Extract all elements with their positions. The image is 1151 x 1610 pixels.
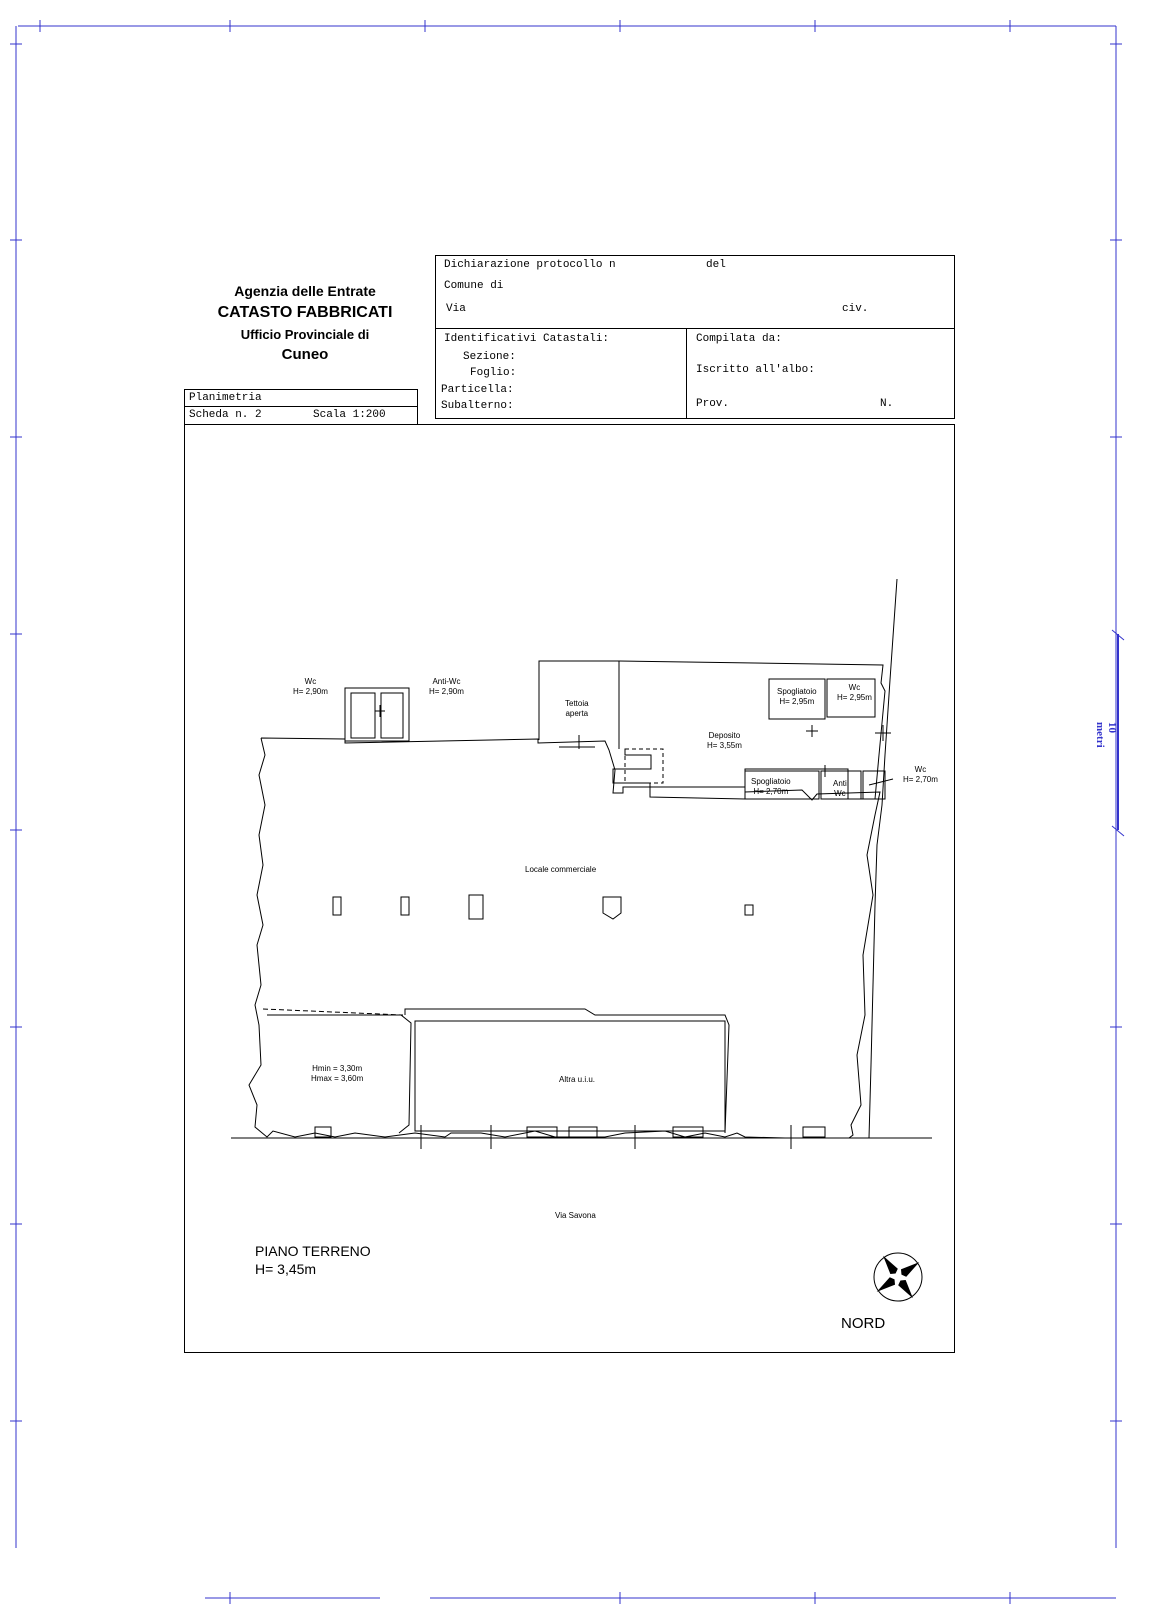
sezione-label: Sezione: <box>463 351 516 363</box>
n-label: N. <box>880 398 894 410</box>
room-wc3: Wc H= 2,70m <box>903 765 938 784</box>
sheet-type: Planimetria <box>189 392 262 404</box>
north-arrow-icon <box>862 1241 934 1313</box>
agency-name: Agenzia delle Entrate <box>234 283 376 299</box>
floor-name: PIANO TERRENO <box>255 1243 371 1259</box>
altra-uiu-walls <box>405 1009 729 1133</box>
sheet-scale: Scala 1:200 <box>313 409 386 421</box>
pillar <box>745 905 753 915</box>
east-boundary <box>869 579 897 1138</box>
prov-label: Prov. <box>696 398 730 410</box>
via-label: Via <box>446 303 466 315</box>
room-spogliatoio2: Spogliatoio H= 2,70m <box>751 777 791 796</box>
registry-name: CATASTO FABBRICATI <box>217 304 393 321</box>
identifiers-title: Identificativi Catastali: <box>444 333 610 345</box>
subalterno-label: Subalterno: <box>441 400 514 412</box>
street-name: Via Savona <box>555 1211 596 1220</box>
room-tettoia: Tettoia aperta <box>565 699 589 718</box>
protocol-label: Dichiarazione protocollo n <box>444 259 616 271</box>
room-wc2: Wc H= 2,95m <box>837 683 872 702</box>
planimetria-box <box>184 389 418 425</box>
room-altra-uiu: Altra u.i.u. <box>559 1075 596 1084</box>
room-wc1: Wc H= 2,90m <box>293 677 328 696</box>
sheet-number: Scheda n. 2 <box>189 409 262 421</box>
scale-bar-label: 10 metri <box>1094 722 1118 748</box>
comune-label: Comune di <box>444 280 504 292</box>
particella-label: Particella: <box>441 384 514 396</box>
wc3-walls <box>863 771 885 799</box>
room-spogliatoio1: Spogliatoio H= 2,95m <box>777 687 817 706</box>
room-lower-left: Hmin = 3,30m Hmax = 3,60m <box>311 1064 364 1083</box>
floor-height: H= 3,45m <box>255 1261 317 1277</box>
pillar <box>603 897 621 919</box>
north-label: NORD <box>841 1315 886 1332</box>
room-deposito: Deposito H= 3,55m <box>707 731 742 750</box>
pillar <box>469 895 483 919</box>
declaration-box <box>435 255 955 419</box>
iscritto-label: Iscritto all'albo: <box>696 364 815 376</box>
room-antiwc2: Anti Wc <box>833 779 847 798</box>
del-label: del <box>706 259 726 271</box>
room-locale-commerciale: Locale commerciale <box>525 865 597 874</box>
pillar <box>401 897 409 915</box>
drawing-area <box>184 424 955 1353</box>
compilata-label: Compilata da: <box>696 333 782 345</box>
pillar <box>333 897 341 915</box>
office-city: Cuneo <box>281 346 329 363</box>
civ-label: civ. <box>842 303 869 315</box>
wc-block <box>345 688 409 741</box>
foglio-label: Foglio: <box>470 367 517 379</box>
room-antiwc1: Anti-Wc H= 2,90m <box>429 677 464 696</box>
office-name: Ufficio Provinciale di <box>240 327 370 342</box>
